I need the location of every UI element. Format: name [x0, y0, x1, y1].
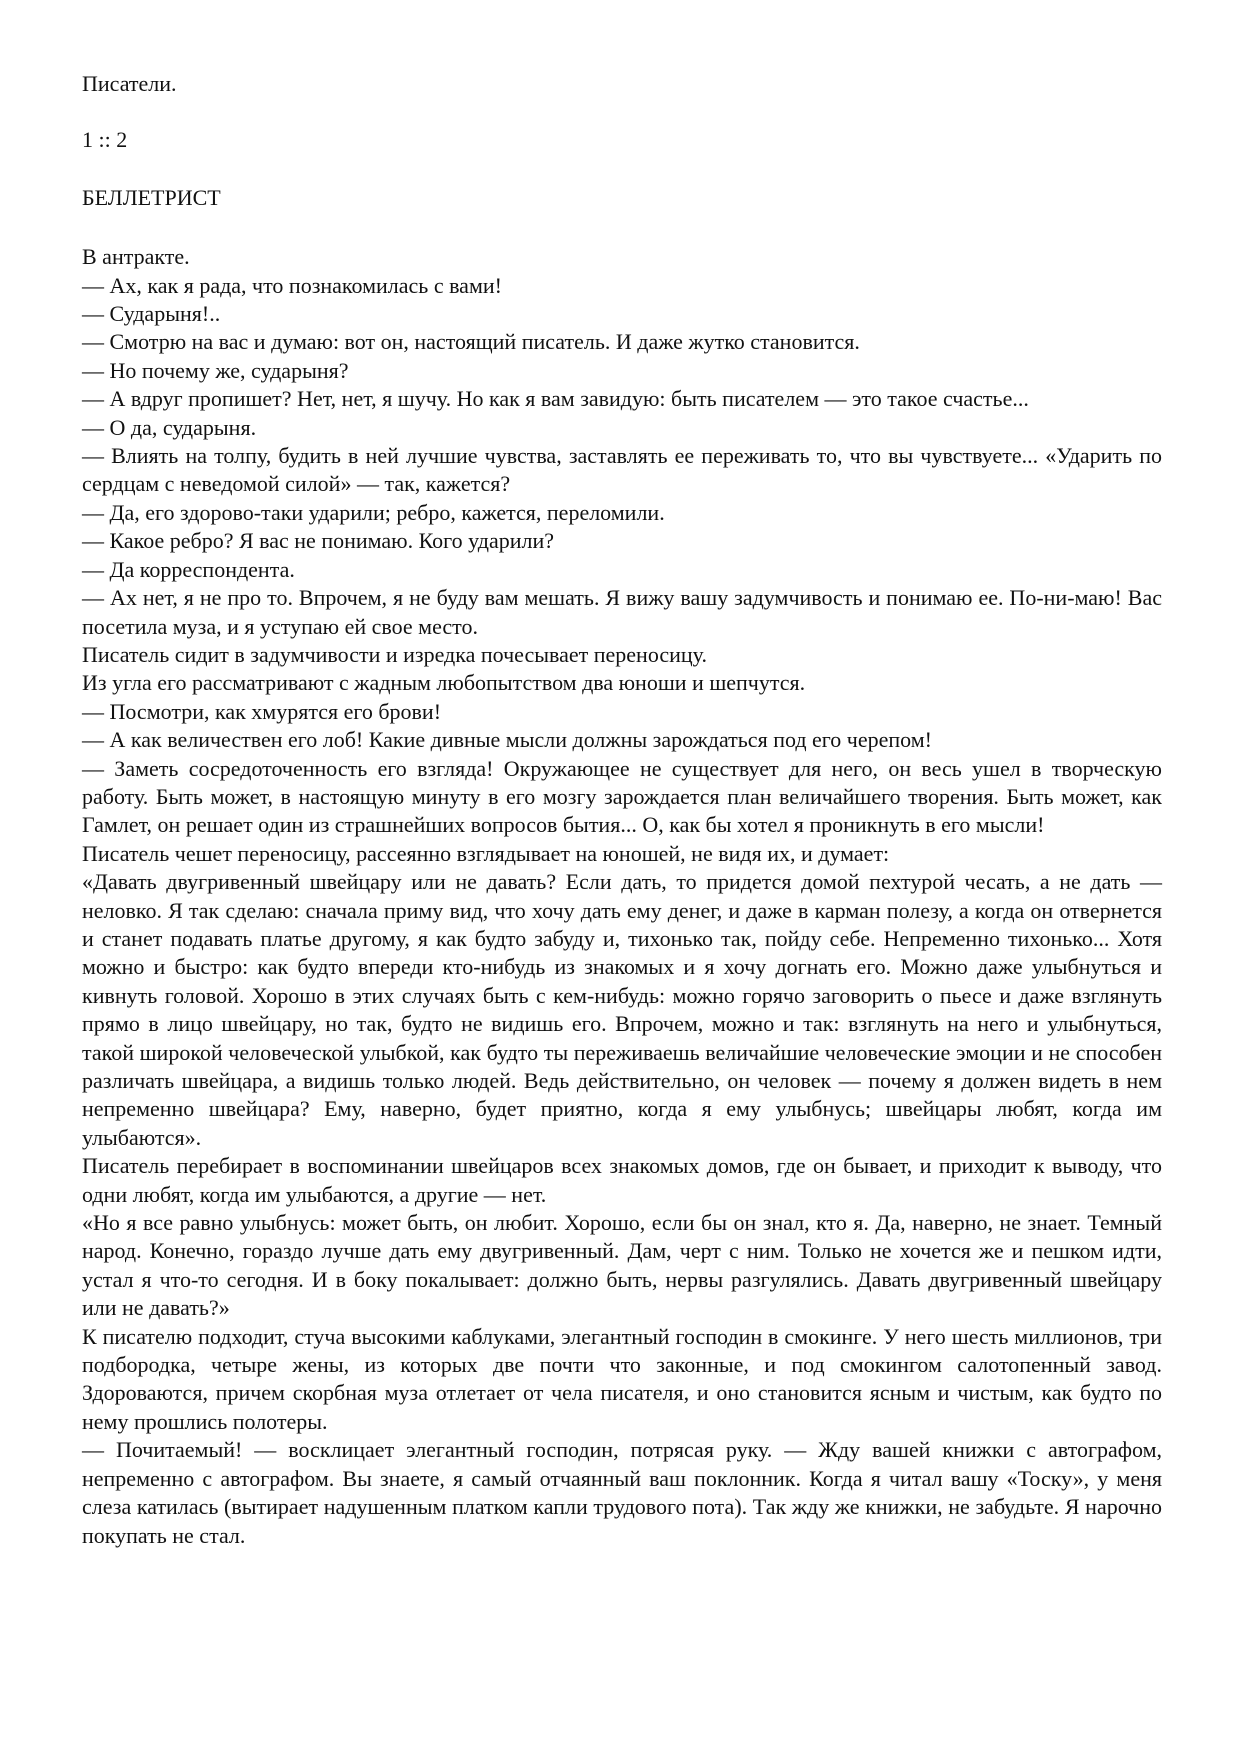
paragraph: Из угла его рассматривают с жадным любопытством два юноши и шепчутся.: [82, 670, 806, 696]
story-body: [82, 243, 1162, 1550]
paragraph: Писатель сидит в задумчивости и изредка почесывает переносицу.: [82, 641, 707, 667]
paragraph: — А вдруг пропишет? Нет, нет, я шучу. Но как я вам завидую: быть писателем — это такое счастье...: [82, 386, 1029, 412]
document-title: Писатели.: [82, 71, 177, 96]
document-page: [82, 70, 1162, 1550]
section-title: БЕЛЛЕТРИСТ: [82, 184, 221, 210]
paragraph: — О да, сударыня.: [82, 414, 257, 440]
paragraph: — Какое ребро? Я вас не понимаю. Кого ударили?: [82, 528, 555, 554]
paragraph: — Почитаемый! — восклицает элегантный господин, потрясая руку. — Жду вашей книжки с автографом, непременно с автографом. Вы знаете, я самый отчаянный ваш поклонник. Когда я читал вашу «Тоску», у меня слеза катилась (вытирает надушенным платком капли трудового пота). Так жду же книжки, не забудьте. Я нарочно покупать не стал.: [82, 1437, 1162, 1548]
paragraph: Писатель чешет переносицу, рассеянно взглядывает на юношей, не видя их, и думает:: [82, 840, 890, 866]
paragraph: — Ах, как я рада, что познакомилась с вами!: [82, 272, 502, 298]
paragraph: — Смотрю на вас и думаю: вот он, настоящий писатель. И даже жутко становится.: [82, 329, 860, 355]
paragraph: — А как величествен его лоб! Какие дивные мысли должны зарождаться под его черепом!: [82, 727, 932, 753]
paragraph: «Давать двугривенный швейцару или не давать? Если дать, то придется домой пехтурой чесать, а не дать — неловко. Я так сделаю: сначала приму вид, что хочу дать ему денег, и даже в карман полезу, а когда он отвернется и станет подавать платье другому, я как будто забуду и, тихонько так, пойду себе. Непременно тихонько... Хотя можно и быстро: как будто впереди кто-нибудь из знакомых и я хочу догнать его. Можно даже улыбнуться и кивнуть головой. Хорошо в этих случаях быть с кем-нибудь: можно горячо заговорить о пьесе и даже взглянуть прямо в лицо швейцару, но так, будто не видишь его. Впрочем, можно и так: взглянуть на него и улыбнуться, такой широкой человеческой улыбкой, как будто ты переживаешь величайшие человеческие эмоции и не способен различать швейцара, а видишь только людей. Ведь действительно, он человек — почему я должен видеть в нем непременно швейцара? Ему, наверно, будет приятно, когда я ему улыбнусь; швейцары любят, когда им улыбаются».: [82, 869, 1162, 1150]
paragraph: — Заметь сосредоточенность его взгляда! Окружающее не существует для него, он весь ушел в творческую работу. Быть может, в настоящую минуту в его мозгу зарождается план величайшего творения. Быть может, как Гамлет, он решает один из страшнейших вопросов бытия... О, как бы хотел я проникнуть в его мысли!: [82, 755, 1162, 838]
page-range: 1 :: 2: [82, 127, 128, 153]
paragraph: — Влиять на толпу, будить в ней лучшие чувства, заставлять ее переживать то, что вы чувствуете... «Ударить по сердцам с неведомой силой» — так, кажется?: [82, 443, 1162, 497]
paragraph: — Сударыня!..: [82, 301, 221, 327]
paragraph: Писатель перебирает в воспоминании швейцаров всех знакомых домов, где он бывает, и приходит к выводу, что одни любят, когда им улыбаются, а другие — нет.: [82, 1153, 1162, 1207]
paragraph: К писателю подходит, стуча высокими каблуками, элегантный господин в смокинге. У него шесть миллионов, три подбородка, четыре жены, из которых две почти что законные, и под смокингом салотопенный завод. Здороваются, причем скорбная муза отлетает от чела писателя, и оно становится ясным и чистым, как будто по нему прошлись полотеры.: [82, 1323, 1162, 1434]
paragraph: «Но я все равно улыбнусь: может быть, он любит. Хорошо, если бы он знал, кто я. Да, наверно, не знает. Темный народ. Конечно, гораздо лучше дать ему двугривенный. Дам, черт с ним. Только не хочется же и пешком идти, устал я что-то сегодня. И в боку покалывает: должно быть, нервы разгулялись. Давать двугривенный швейцару или не давать?»: [82, 1210, 1162, 1321]
paragraph: В антракте.: [82, 244, 190, 270]
paragraph: — Но почему же, сударыня?: [82, 357, 349, 383]
paragraph: — Да, его здорово-таки ударили; ребро, кажется, переломили.: [82, 499, 665, 525]
paragraph: — Ах нет, я не про то. Впрочем, я не буду вам мешать. Я вижу вашу задумчивость и понимаю ее. По-ни-маю! Вас посетила муза, и я уступаю ей свое место.: [82, 585, 1162, 639]
paragraph: — Да корреспондента.: [82, 556, 295, 582]
paragraph: — Посмотри, как хмурятся его брови!: [82, 698, 442, 724]
